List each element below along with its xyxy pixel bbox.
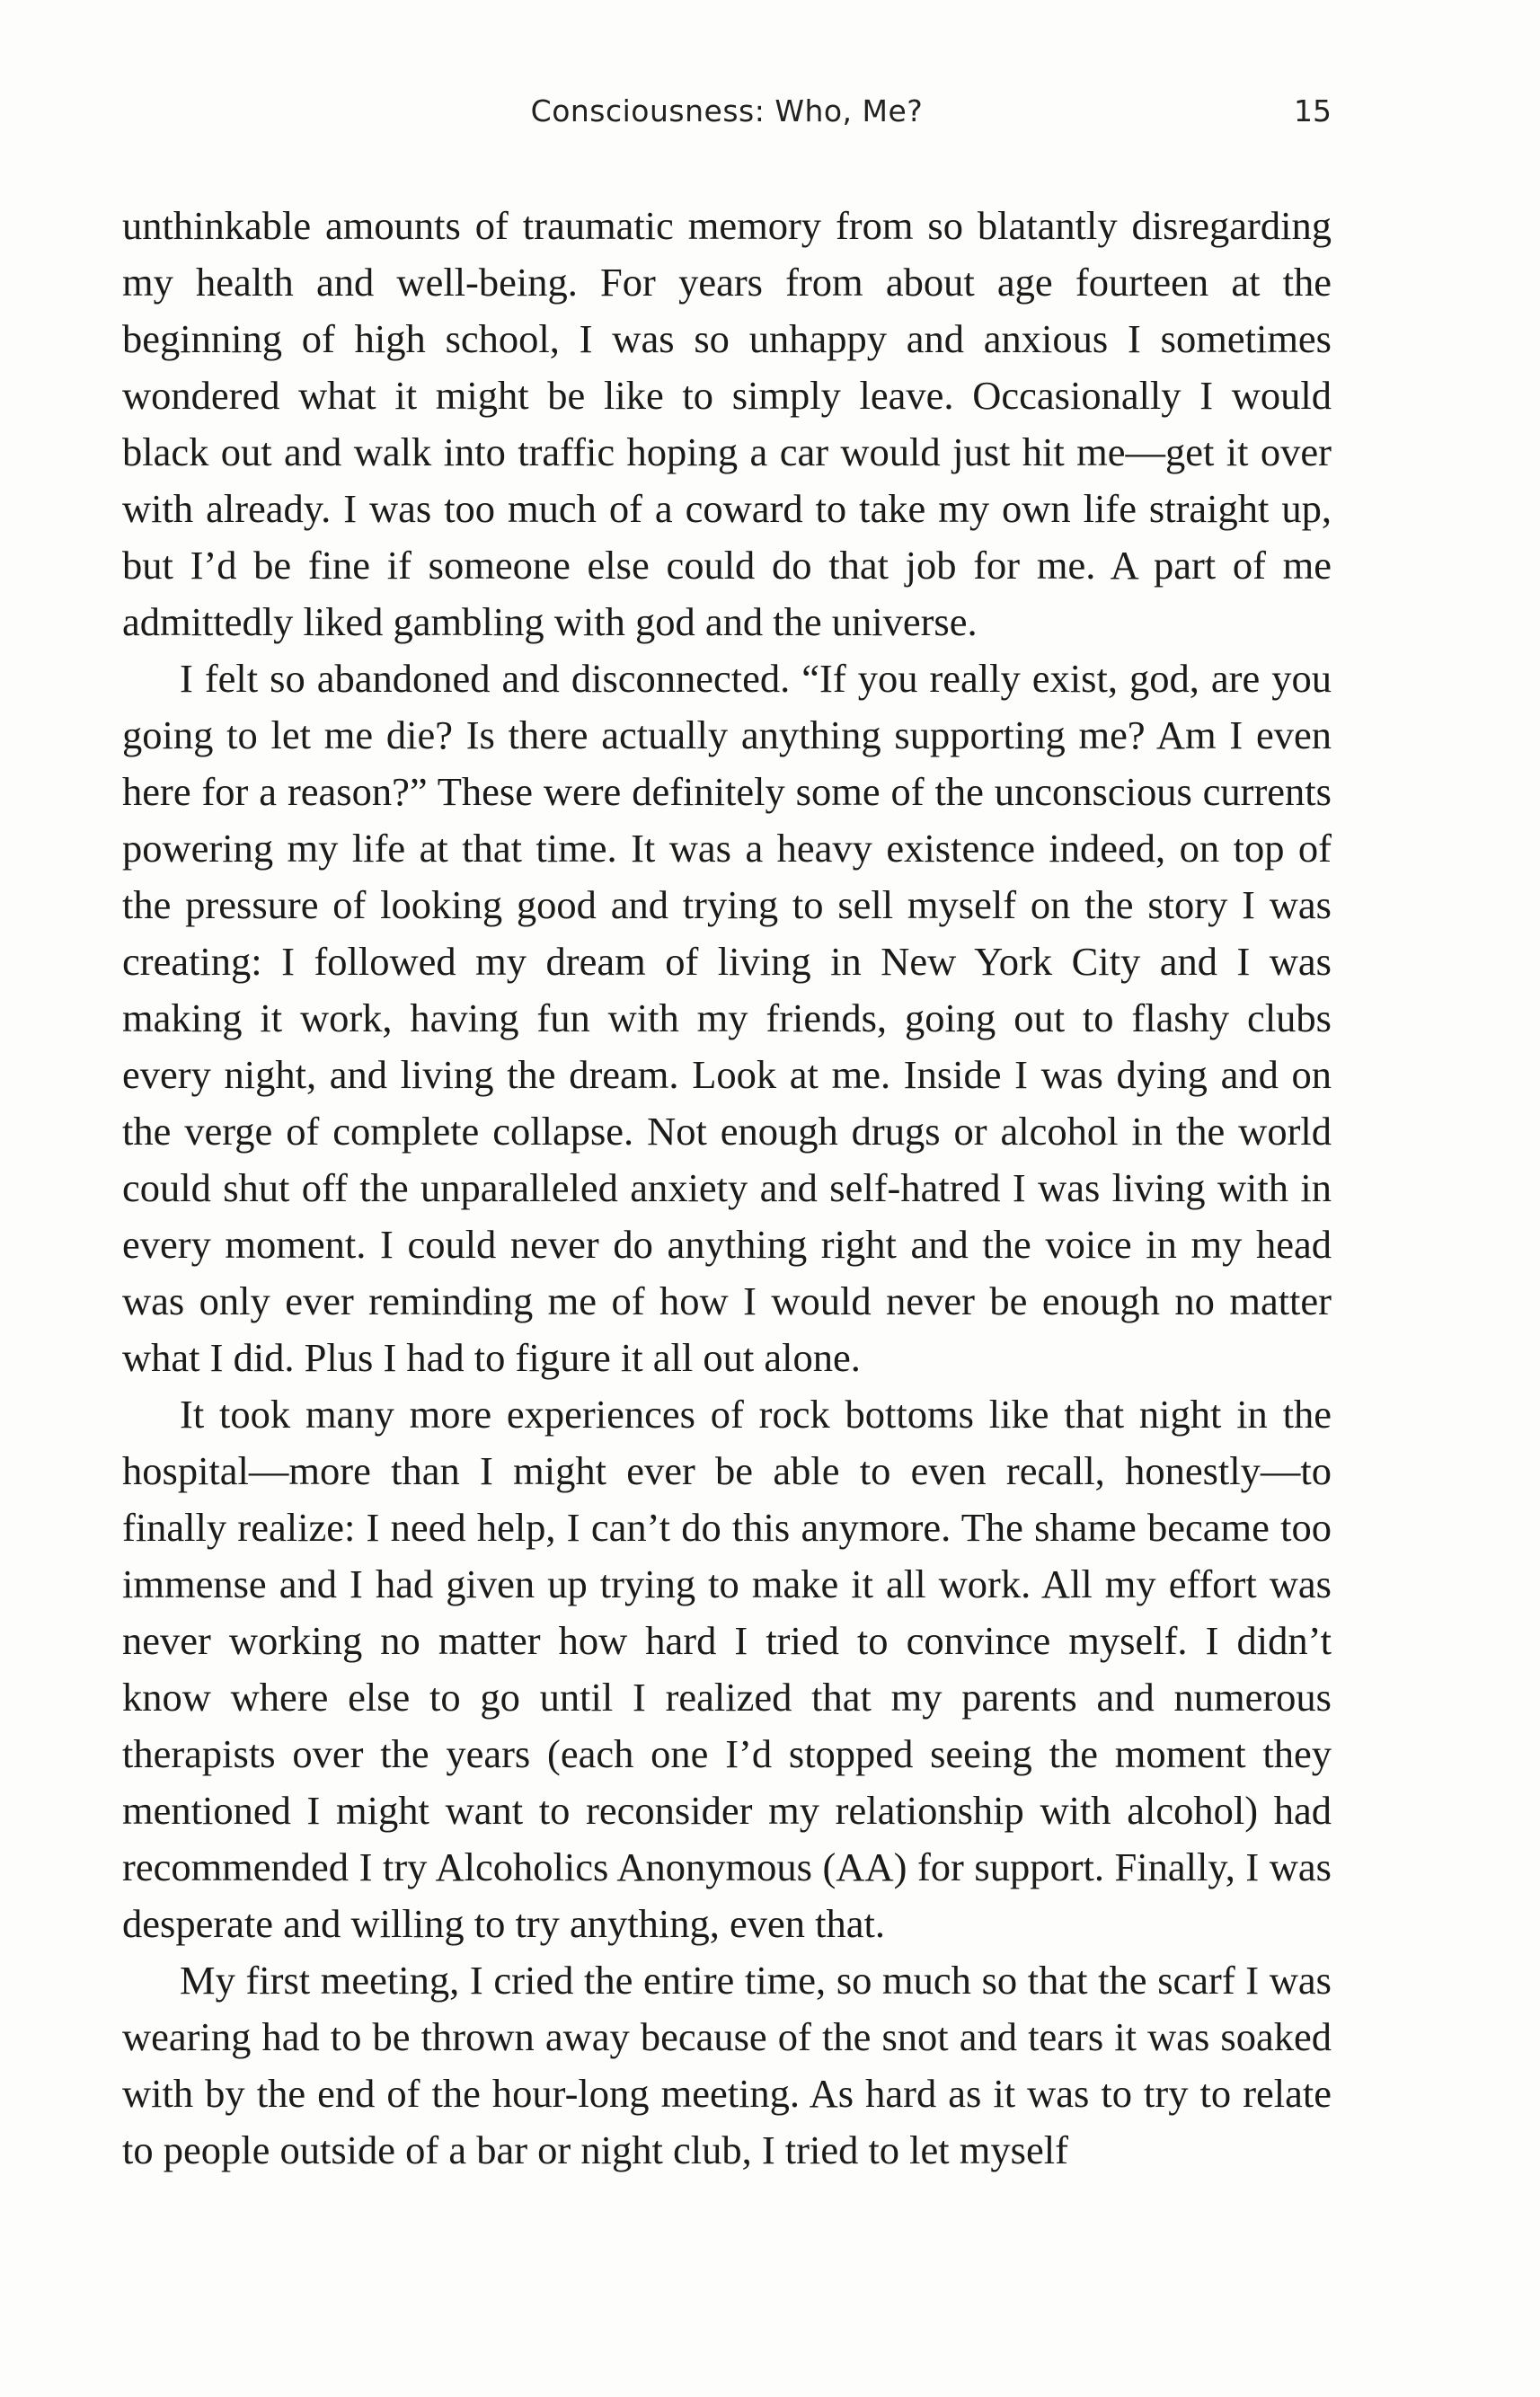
paragraph: My first meeting, I cried the entire time, so much so that the scarf I was wearing had to be thrown away because of the snot and tears it was soaked with by the end of the hour-long meeting. As hard as it was to try to relate to people outside of a bar or night club, I tried to let myself: [122, 1958, 1332, 2172]
page-number: 15: [1294, 93, 1332, 128]
paragraph: It took many more experiences of rock bottoms like that night in the hospital—more than I might ever be able to even recall, honestly—to finally realize: I need help, I can’t do this anymore. The shame became too immense and I had given up trying to make it all work. All my effort was never working no matter how hard I tried to convince myself. I didn’t know where else to go until I realized that my parents and numerous therapists over the years (each one I’d stopped seeing the moment they mentioned I might want to reconsider my relationship with alcohol) had recommended I try Alcoholics Anonymous (AA) for support. Finally, I was desperate and willing to try anything, even that.: [122, 1392, 1332, 1946]
paragraph: unthinkable amounts of traumatic memory from so blatantly disregarding my health and well-being. For years from about age fourteen at the beginning of high school, I was so unhappy and anxious I sometimes wondered what it might be like to simply leave. Occasionally I would black out and walk into traffic hoping a car would just hit me—get it over with already. I was too much of a coward to take my own life straight up, but I’d be fine if someone else could do that job for me. A part of me admittedly liked gambling with god and the universe.: [122, 203, 1332, 644]
body-text: [122, 198, 1332, 2179]
paragraph: I felt so abandoned and disconnected. “If you really exist, god, are you going to let me die? Is there actually anything supporting me? Am I even here for a reason?” These were definitely some of the unconscious currents powering my life at that time. It was a heavy existence indeed, on top of the pressure of looking good and trying to sell myself on the story I was creating: I followed my dream of living in New York City and I was making it work, having fun with my friends, going out to flashy clubs every night, and living the dream. Look at me. Inside I was dying and on the verge of complete collapse. Not enough drugs or alcohol in the world could shut off the unparalleled anxiety and self-hatred I was living with in every moment. I could never do anything right and the voice in my head was only ever reminding me of how I would never be enough no matter what I did. Plus I had to figure it all out alone.: [122, 656, 1332, 1380]
chapter-title: Consciousness: Who, Me?: [530, 93, 924, 128]
running-head: [122, 93, 1332, 147]
